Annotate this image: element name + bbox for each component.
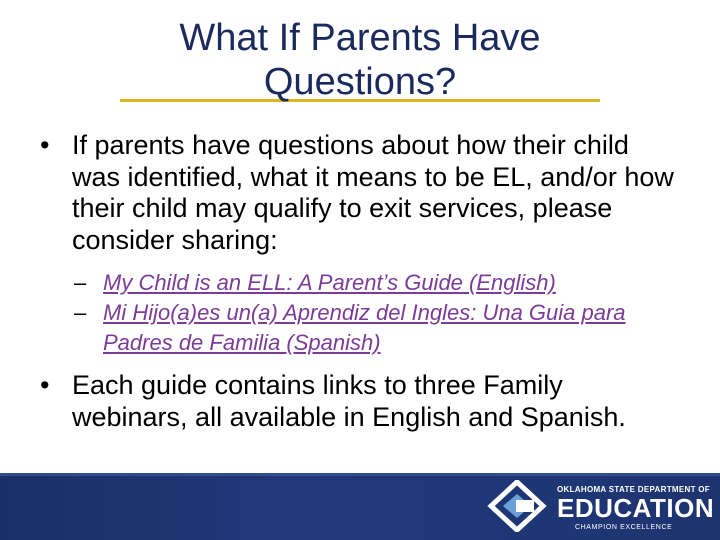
osde-logo [485, 478, 715, 536]
education-diamond-icon [485, 480, 549, 532]
slide-body [40, 130, 680, 433]
logo-top-text: OKLAHOMA STATE DEPARTMENT OF [557, 485, 710, 494]
sub-item [74, 298, 680, 358]
guide-links-list [74, 268, 680, 358]
sub-item-marker: – [74, 270, 87, 295]
spanish-guide-link[interactable]: Mi Hijo(a)es un(a) Aprendiz del Ingles: Una Guia para Padres de Familia (Spanish) [103, 300, 626, 355]
logo-tagline: CHAMPION EXCELLENCE [575, 524, 673, 531]
bullet-text: If parents have questions about how their child was identified, what it means to be EL, and/or how their child may qualify to exit services, please consider sharing: [72, 130, 674, 255]
title-line-1: What If Parents Have [179, 17, 541, 59]
bullet-marker: • [40, 130, 50, 160]
slide-title [110, 16, 610, 104]
bullet-item [40, 130, 680, 256]
sub-item [74, 268, 680, 298]
footer-top-band [0, 473, 720, 476]
bullet-text: Each guide contains links to three Family webinars, all available in English and Spanish. [72, 370, 626, 432]
bullet-item [40, 370, 680, 433]
title-line-2: Questions? [263, 61, 457, 103]
sub-item-marker: – [74, 300, 87, 325]
logo-main-text: EDUCATION [557, 493, 715, 523]
bullet-marker: • [40, 370, 50, 400]
english-guide-link[interactable]: My Child is an ELL: A Parent’s Guide (English) [103, 270, 556, 295]
